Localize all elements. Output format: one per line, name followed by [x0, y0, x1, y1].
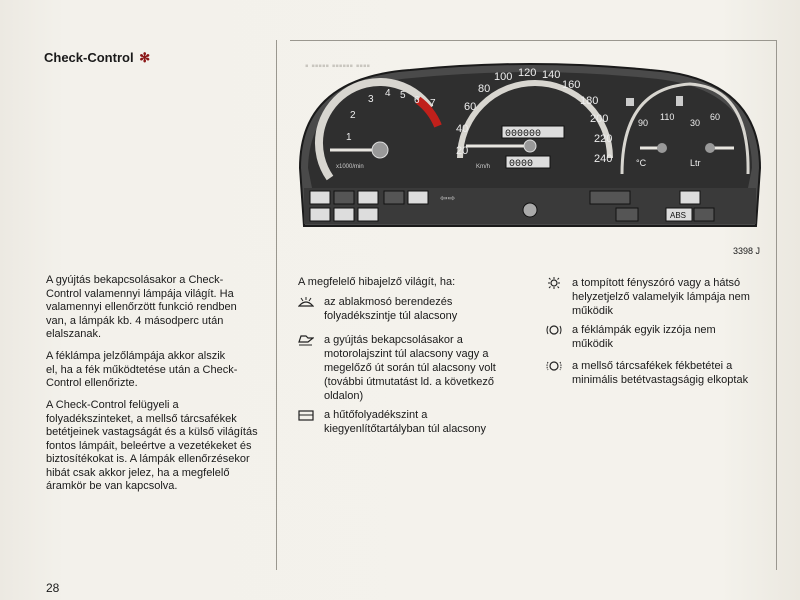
- coolant-temp-icon: [626, 98, 634, 106]
- text-line: áramkör be van kapcsolva.: [46, 480, 178, 492]
- speed-tick-label: 160: [562, 79, 581, 91]
- sun-lamp-icon: [546, 277, 562, 289]
- page-title: [44, 50, 150, 66]
- text-line: minimális betétvastagságig elkoptak: [572, 374, 749, 386]
- list-item: [298, 333, 538, 405]
- fuel-unit-label: Ltr: [690, 158, 701, 168]
- column-divider-right: [776, 40, 777, 570]
- text-line: folyadékszintje túl alacsony: [324, 310, 458, 322]
- paragraph-2: [46, 350, 268, 391]
- tach-tick-label: 4: [385, 88, 391, 99]
- snowflake-icon: ✻: [139, 50, 151, 65]
- page-number: 28: [46, 581, 60, 595]
- page-title-text: Check-Control: [44, 50, 134, 65]
- lamp-lower-2: [334, 208, 354, 221]
- intro-text: A megfelelő hibajelző világít, ha:: [298, 276, 456, 288]
- paragraph-3: [46, 399, 268, 494]
- speed-tick-label: 80: [478, 83, 491, 95]
- lamp-lower-3: [358, 208, 378, 221]
- text-line: A féklámpa jelzőlámpája akkor alszik: [46, 350, 226, 362]
- paragraph-1: [46, 274, 268, 342]
- coolant-lamp: [358, 191, 378, 204]
- speed-tick-label: 100: [494, 71, 513, 83]
- text-line: el, ha a fék működtetése után a Check-: [46, 363, 238, 376]
- battery-lamp: [590, 191, 630, 204]
- text-line: motorolajszint túl alacsony vagy a: [324, 348, 489, 360]
- text-line: az ablakmosó berendezés: [324, 296, 453, 308]
- warning-lamp-strip: [304, 188, 756, 224]
- text-line: A gyújtás bekapcsolásakor a Check-: [46, 274, 224, 286]
- text-line: elalszanak.: [46, 328, 102, 340]
- tach-tick-label: 2: [350, 110, 356, 121]
- temp-tick-label: 90: [638, 118, 649, 128]
- list-item: [546, 323, 776, 353]
- temp-unit-label: °C: [636, 158, 647, 168]
- speed-tick-label: 60: [464, 101, 477, 113]
- tach-tick-label: 3: [368, 94, 374, 105]
- text-line: (további útmutatást ld. a következő: [324, 376, 494, 388]
- trip-reset-knob: [523, 203, 537, 217]
- tach-tick-label: 6: [414, 95, 420, 106]
- brake-lamp-icon: [546, 324, 562, 336]
- washer-fluid-lamp: [310, 191, 330, 204]
- odometer-value: 000000: [505, 129, 542, 140]
- speed-tick-label: 40: [456, 123, 469, 135]
- text-line: helyzetjelző valamelyik lámpája nem: [572, 291, 750, 303]
- text-line: biztosítékokat is. A lámpák ellenőrzésekor: [46, 453, 250, 465]
- speed-tick-label: 180: [580, 95, 599, 107]
- list-item: [546, 359, 776, 389]
- list-item: [298, 408, 538, 438]
- oil-can-icon: [298, 334, 314, 346]
- indicator-arrows-icon: ⇦⇨: [440, 194, 456, 204]
- text-line: hibát csak akkor jelez, ha a megfelelő: [46, 466, 230, 479]
- speed-tick-label: 240: [594, 153, 613, 165]
- text-line: a féklámpák egyik izzója nem: [572, 324, 716, 336]
- text-line: Control ellenőrizte.: [46, 377, 138, 389]
- temp-tick-label: 110: [660, 112, 675, 122]
- tach-tick-label: 7: [430, 98, 436, 109]
- tach-unit-label: x1000/min: [336, 164, 364, 170]
- brake-lamp: [384, 191, 404, 204]
- brake-pad-icon: [546, 360, 562, 372]
- text-line: kiegyenlítőtartályban túl alacsony: [324, 423, 487, 435]
- text-line: oldalon): [324, 390, 364, 402]
- text-line: van, a lámpák kb. 4 másodperc után: [46, 314, 224, 327]
- text-line: valamennyi ellenőrzött funkció rendben: [46, 301, 237, 313]
- tach-tick-label: 5: [400, 90, 406, 101]
- text-line: folyadékszinteket, a mellső tárcsafékek: [46, 412, 237, 425]
- oil-level-lamp: [334, 191, 354, 204]
- speed-unit-label: Km/h: [476, 164, 491, 170]
- speed-tick-label: 140: [542, 69, 561, 81]
- list-item: [298, 295, 538, 325]
- text-line: betétjeinek vastagságát és a külső világítás: [46, 426, 258, 438]
- airbag-lamp: [694, 208, 714, 221]
- abs-label: ABS: [670, 211, 687, 220]
- washer-fluid-icon: [298, 296, 314, 308]
- tach-tick-label: 1: [346, 132, 352, 143]
- top-rule: [290, 40, 776, 41]
- text-line: működik: [572, 305, 613, 317]
- fuel-pump-icon: [676, 96, 683, 106]
- text-line: működik: [572, 338, 613, 350]
- figure-code: 3398 J: [733, 246, 761, 256]
- speed-tick-label: 220: [594, 133, 613, 145]
- list-item: [546, 276, 776, 320]
- seat-belt-lamp: [616, 208, 638, 221]
- trip-value: 0000: [509, 159, 534, 170]
- column-divider-left: [276, 40, 277, 570]
- lamp-lower-1: [310, 208, 330, 221]
- text-line: a gyújtás bekapcsolásakor a: [324, 334, 463, 346]
- fuel-tick-label: 30: [690, 118, 701, 128]
- speed-tick-label: 20: [456, 145, 469, 157]
- speed-tick-label: 200: [590, 113, 609, 125]
- text-line: a tompított fényszóró vagy a hátsó: [572, 277, 741, 289]
- speed-tick-label: 120: [518, 67, 537, 79]
- text-line: megelőző út során túl alacsony volt: [324, 362, 496, 374]
- text-line: fontos lámpáit, beleértve a vezetékeket és: [46, 439, 252, 452]
- text-line: A Check-Control felügyeli a: [46, 399, 179, 411]
- brake-pad-lamp: [408, 191, 428, 204]
- text-line: Control valamennyi lámpája világít. Ha: [46, 287, 234, 300]
- text-line: a hűtőfolyadékszint a: [324, 409, 428, 421]
- bleed-through-text: ▪ ▪▪▪▪▪ ▪▪▪▪▪▪ ▪▪▪▪: [305, 61, 371, 72]
- text-line: a mellső tárcsafékek fékbetétei a: [572, 360, 733, 372]
- light-lamp: [680, 191, 700, 204]
- coolant-icon: [298, 409, 314, 421]
- instrument-cluster-illustration: [290, 48, 770, 248]
- fuel-tick-label: 60: [710, 112, 721, 122]
